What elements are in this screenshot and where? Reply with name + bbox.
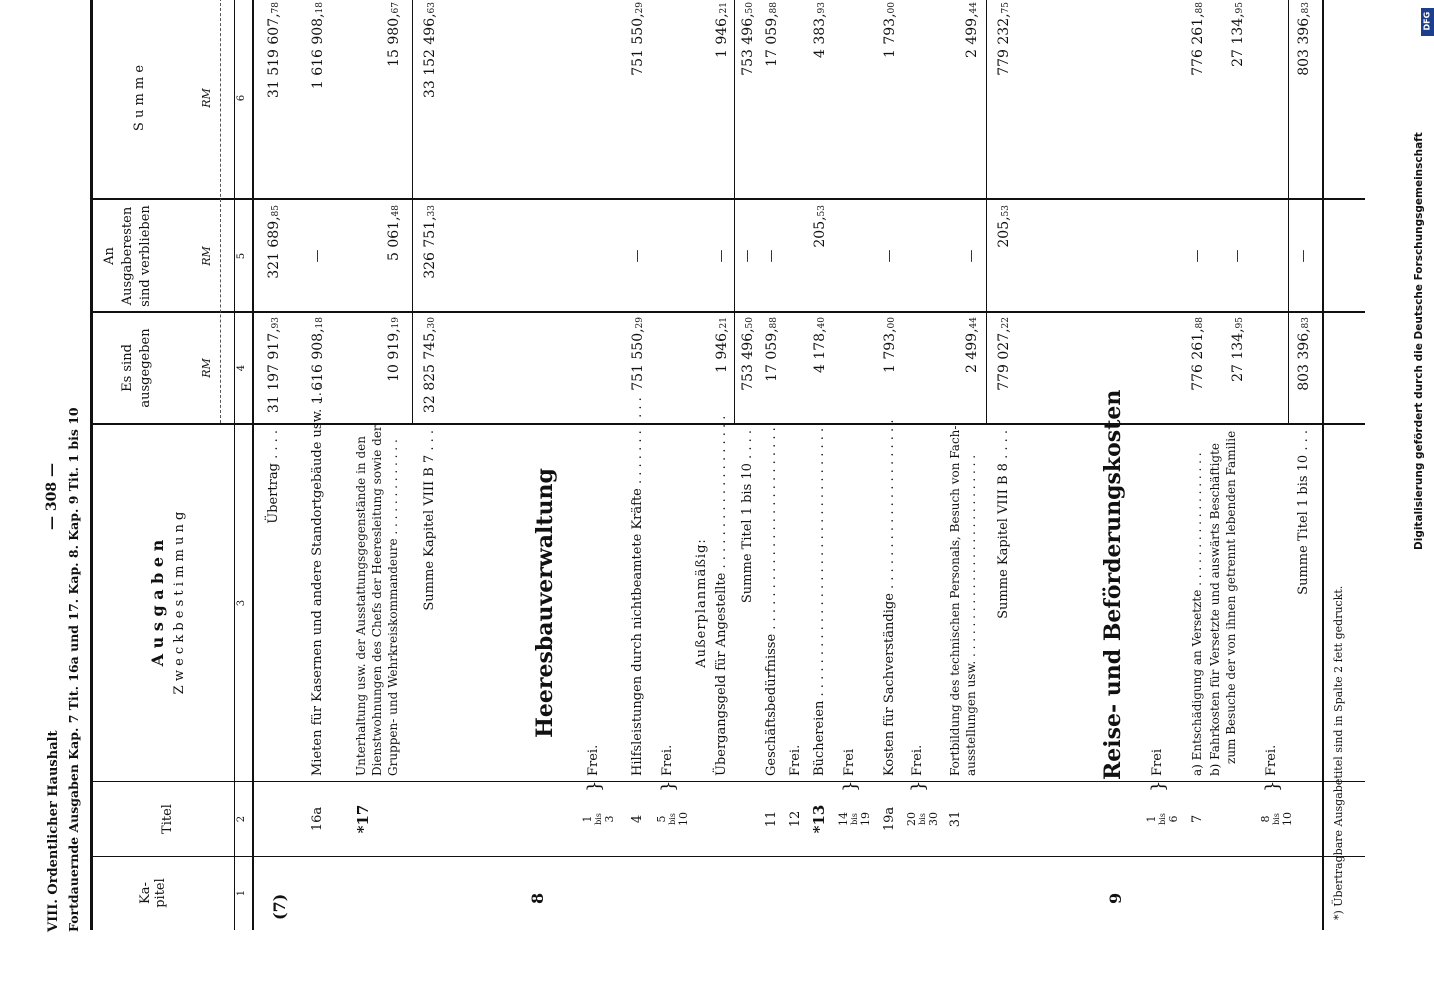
titel-13-remain: 205,53 <box>812 205 828 248</box>
titel-4-spent: 751 550,29 <box>630 317 646 391</box>
uebertrag-spent: 31 197 917,93 <box>266 317 282 414</box>
sum-1-10a-sum: 753 496,50 <box>740 2 756 76</box>
brace-5-10: } <box>658 780 679 792</box>
titel-11: 11 <box>764 810 779 828</box>
titel-31-remain: — <box>964 249 979 263</box>
brace-1-3: } <box>584 780 605 792</box>
sum-b7-sum: 33 152 496,63 <box>422 2 438 99</box>
titel-11-label: Geschäftsbedürfnisse . . . . . . . . . . . . . . . . . . . . . . . . . <box>764 427 779 776</box>
col-number-5: 5 <box>236 252 247 260</box>
titel-4: 4 <box>630 814 645 824</box>
uebertrag-label: Übertrag . . . . <box>266 430 281 524</box>
sum-1-10a-spent: 753 496,50 <box>740 317 756 391</box>
brace-14-19: } <box>840 780 861 792</box>
col-header-remain-2: Ausgaberesten <box>120 206 135 306</box>
titel-13-spent: 4 178,40 <box>812 317 828 373</box>
col-divider-1 <box>90 856 1365 857</box>
sum-b7-remain: 326 751,33 <box>422 205 438 279</box>
col-number-1: 1 <box>236 889 247 897</box>
table-header-rule-2 <box>252 0 254 930</box>
sum-b7-label: Summe Kapitel VIII B 7 . . . <box>422 430 437 611</box>
titel-7-label-a: a) Entschädigung an Versetzte . . . . . . . . . . . . . . . . . . <box>1190 452 1204 776</box>
dfg-logo: DFG <box>1421 8 1434 36</box>
titel-4-remain: — <box>630 249 645 263</box>
ausserplan-label: Außerplanmäßig: <box>694 538 709 668</box>
titel-17-remain: 5 061,48 <box>386 205 402 261</box>
titel-7-label-b2: zum Besuche der von ihnen getrennt lebenden Familie <box>1224 430 1238 764</box>
col-header-zweck: Z w e c k b e s t i m m u n g <box>172 511 187 695</box>
titel-19a-sum: 1 793,00 <box>882 2 898 58</box>
col-divider-4 <box>90 311 1365 313</box>
titel-5-10: 5 bis 10 <box>655 812 690 826</box>
kapitel-7-label: (7) <box>270 893 289 920</box>
titel-7a-remain: — <box>1190 249 1205 263</box>
unit-rm-4: RM <box>200 358 213 378</box>
uebergang-remain: — <box>714 249 729 263</box>
titel-19a-remain: — <box>882 249 897 263</box>
titel-7-label-b1: b) Fahrkosten für Versetzte und auswärts Beschäftigte <box>1208 442 1222 776</box>
titel-5-10-label: Frei. <box>660 744 675 776</box>
sum-1-10a-rule <box>734 0 735 423</box>
titel-11-spent: 17 059,88 <box>764 317 780 382</box>
col-header-spent-2: ausgegeben <box>138 328 153 408</box>
titel-17-spent: 10 919,19 <box>386 317 402 382</box>
titel-16a-sum: 1 616 908,18 <box>310 2 326 90</box>
titel-19a-label: Kosten für Sachverständige . . . . . . . . . . . . . . . . . . . . . <box>882 419 897 776</box>
titel-31-spent: 2 499,44 <box>964 317 980 373</box>
kapitel-8-label: 8 <box>528 892 547 904</box>
titel-20-30-label: Frei. <box>910 744 925 776</box>
uebertrag-remain: 321 689,85 <box>266 205 282 279</box>
titel-11-remain: — <box>764 249 779 263</box>
sum-1-10b-rule <box>1288 0 1289 423</box>
sum-1-10b-spent: 803 396,83 <box>1296 317 1312 391</box>
sum-b7-rule <box>412 0 413 423</box>
titel-7a-spent: 776 261,88 <box>1190 317 1206 391</box>
titel-11-sum: 17 059,88 <box>764 2 780 67</box>
titel-17-sum: 15 980,67 <box>386 2 402 67</box>
col-header-remain-3: sind verblieben <box>138 205 153 307</box>
titel-7a-sum: 776 261,88 <box>1190 2 1206 76</box>
col-header-remain-1: An <box>102 247 117 265</box>
titel-17-label-1: Unterhaltung usw. der Ausstattungsgegenstände in den <box>354 436 368 776</box>
col-header-spent-1: Es sind <box>120 344 135 392</box>
titel-7b-remain: — <box>1230 249 1245 263</box>
col-header-titel: Titel <box>160 804 175 834</box>
sum-1-10b-label: Summe Titel 1 bis 10 . . . <box>1296 430 1311 595</box>
uebertrag-sum: 31 519 607,78 <box>266 2 282 99</box>
table-top-rule <box>90 0 93 930</box>
titel-12: 12 <box>788 810 803 828</box>
sum-1-10b-sum: 803 396,83 <box>1296 2 1312 76</box>
titel-19a: 19a <box>882 806 897 832</box>
header-left-line2: Fortdauernde Ausgaben Kap. 7 Tit. 16a und 17. Kap. 8. Kap. 9 Tit. 1 bis 10 <box>66 407 81 932</box>
titel-1-6: 1 bis 6 <box>1145 813 1180 825</box>
titel-1-3-label: Frei. <box>586 744 601 776</box>
col-number-3: 3 <box>236 599 247 607</box>
footnote: *) Übertragbare Ausgabetitel sind in Spalte 2 fett gedruckt. <box>1332 585 1345 920</box>
titel-4-label: Hilfsleistungen durch nichtbeamtete Kräfte . . . . . . . . . . . <box>630 397 645 776</box>
sum-b8-rule <box>986 0 987 423</box>
titel-7: 7 <box>1190 814 1205 824</box>
sum-1-10a-label: Summe Titel 1 bis 10 . . . . <box>740 430 755 604</box>
titel-16a-label: Mieten für Kasernen und andere Standortgebäude usw. . . . <box>310 383 325 776</box>
titel-13-sum: 4 383,93 <box>812 2 828 58</box>
titel-31-label-2: ausstellungen usw. . . . . . . . . . . . . . . . . . . . . . . . . . . . <box>964 454 978 776</box>
col-number-6: 6 <box>236 94 247 102</box>
table-header-rule <box>234 0 235 930</box>
col-divider-2 <box>90 781 1365 782</box>
col-header-kapitel: Ka- pitel <box>138 878 168 908</box>
sum-b8-sum: 779 232,75 <box>996 2 1012 76</box>
titel-1-6-label: Frei <box>1150 748 1165 776</box>
titel-17-label-2: Dienstwohnungen des Chefs der Heeresleitung sowie der <box>370 425 384 776</box>
titel-4-sum: 751 550,29 <box>630 2 646 76</box>
titel-13-label: Büchereien . . . . . . . . . . . . . . . . . . . . . . . . . . . . . . . . . <box>812 427 827 776</box>
sum-b8-remain: 205,53 <box>996 205 1012 248</box>
titel-31-label-1: Fortbildung des technischen Personals, Besuch von Fach- <box>948 425 962 776</box>
sum-b8-label: Summe Kapitel VIII B 8 . . . . <box>996 430 1011 619</box>
kapitel-9-heading: Reise- und Beförderungskosten <box>1100 389 1126 780</box>
titel-19a-spent: 1 793,00 <box>882 317 898 373</box>
titel-8-10-label: Frei. <box>1264 744 1279 776</box>
watermark <box>1413 10 1434 990</box>
uebergang-sum: 1 946,21 <box>714 2 730 58</box>
col-header-sum: S u m m e <box>132 64 147 132</box>
col-number-4: 4 <box>236 364 247 372</box>
unit-rm-6: RM <box>200 88 213 108</box>
watermark-text: Digitalisierung gefördert durch die Deutsche Forschungsgemeinschaft <box>1413 132 1425 550</box>
brace-8-10: } <box>1262 780 1283 792</box>
page-number: — 308 — <box>44 463 60 530</box>
uebergang-spent: 1 946,21 <box>714 317 730 373</box>
table-bottom-rule <box>1322 0 1324 930</box>
sum-1-10b-remain: — <box>1296 249 1311 263</box>
sum-b7-spent: 32 825 745,30 <box>422 317 438 414</box>
titel-31-sum: 2 499,44 <box>964 2 980 58</box>
uebergang-label: Übergangsgeld für Angestellte . . . . . . . . . . . . . . . . . . . <box>714 415 729 776</box>
header-left-line1: VIII. Ordentlicher Haushalt <box>46 730 61 932</box>
document-page <box>20 0 1360 1000</box>
titel-14-19-label: Frei <box>842 748 857 776</box>
brace-1-6: } <box>1148 780 1169 792</box>
col-number-2: 2 <box>236 815 247 823</box>
sum-b8-spent: 779 027,22 <box>996 317 1012 391</box>
titel-8-10: 8 bis 10 <box>1259 812 1294 826</box>
sum-1-10a-remain: — <box>740 249 755 263</box>
col-header-ausgaben: A u s g a b e n <box>148 539 167 667</box>
titel-17-label-3: Gruppen- und Wehrkreiskommandeure . . . . . . . . . . . . . <box>386 439 400 776</box>
col-divider-5 <box>90 198 1365 200</box>
kapitel-8-heading: Heeresbauverwaltung <box>532 468 558 738</box>
titel-14-19: 14 bis 19 <box>837 812 872 826</box>
titel-31: 31 <box>948 810 963 828</box>
titel-16a-spent: 1 616 908,18 <box>310 317 326 405</box>
titel-1-3: 1 bis 3 <box>581 813 616 825</box>
titel-17: *17 <box>354 804 372 834</box>
titel-7b-spent: 27 134,95 <box>1230 317 1246 382</box>
titel-16a-remain: — <box>310 249 325 263</box>
kapitel-9-label: 9 <box>1106 892 1125 904</box>
titel-13: *13 <box>810 804 828 834</box>
brace-20-30: } <box>908 780 929 792</box>
unit-rm-5: RM <box>200 246 213 266</box>
titel-20-30: 20 bis 30 <box>905 812 940 826</box>
titel-12-label: Frei. <box>788 744 803 776</box>
titel-7b-sum: 27 134,95 <box>1230 2 1246 67</box>
unit-dashed-rule <box>220 0 221 423</box>
titel-16a: 16a <box>310 806 325 832</box>
